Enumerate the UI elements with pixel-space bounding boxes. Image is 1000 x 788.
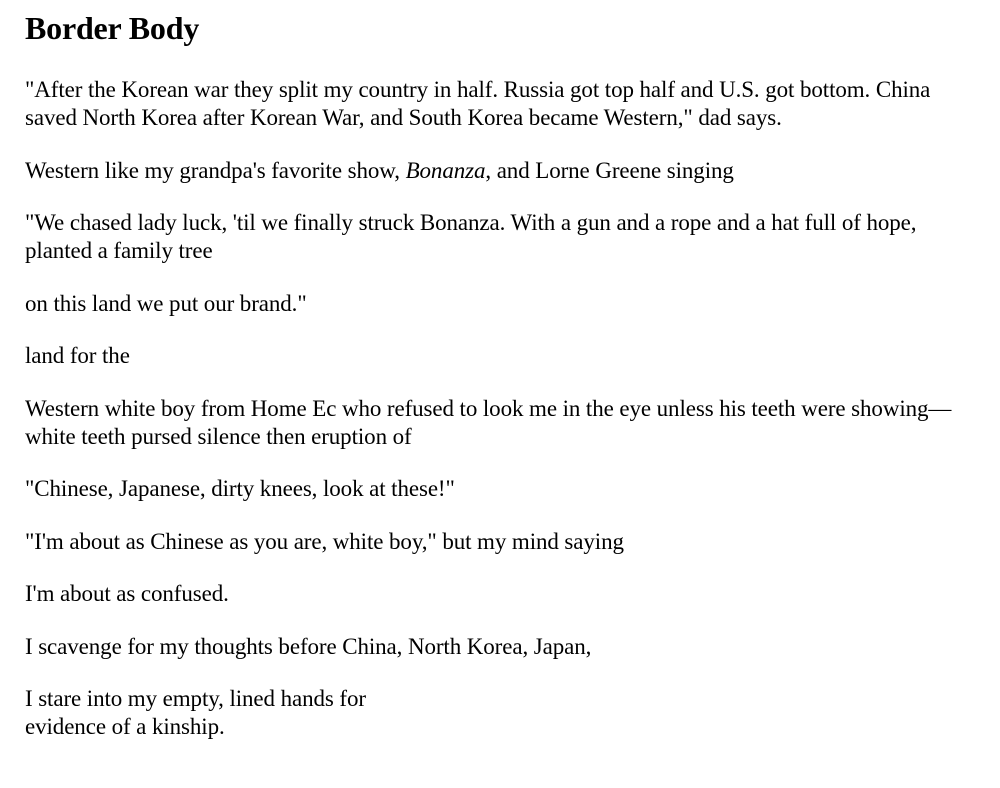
stanza-6: Western white boy from Home Ec who refused to look me in the eye unless his teeth were showing—white teeth pursed silence then eruption of bbox=[25, 395, 952, 449]
show-title-italic: Bonanza bbox=[405, 157, 486, 183]
stanza-11-line-1: I stare into my empty, lined hands for bbox=[25, 686, 366, 711]
stanza-2 bbox=[25, 157, 985, 185]
stanza-10: I scavenge for my thoughts before China, North Korea, Japan, bbox=[25, 633, 592, 659]
poem-body bbox=[25, 76, 985, 741]
stanza-2-text-before: Western like my grandpa's favorite show, bbox=[25, 157, 406, 183]
stanza-11-line-2: evidence of a kinship. bbox=[25, 714, 225, 739]
stanza-4: on this land we put our brand." bbox=[25, 290, 307, 316]
document-page bbox=[25, 0, 985, 741]
page-title: Border Body bbox=[25, 10, 200, 46]
stanza-2-text-after: , and Lorne Greene singing bbox=[485, 157, 734, 183]
stanza-1: "After the Korean war they split my country in half. Russia got top half and U.S. got bottom. China saved North Korea after Korean War, and South Korea became Western," dad says. bbox=[25, 77, 931, 130]
stanza-5: land for the bbox=[25, 343, 130, 368]
stanza-7: "Chinese, Japanese, dirty knees, look at these!" bbox=[25, 476, 455, 501]
stanza-11 bbox=[25, 685, 985, 741]
stanza-9: I'm about as confused. bbox=[25, 581, 229, 606]
stanza-8: "I'm about as Chinese as you are, white boy," but my mind saying bbox=[25, 528, 624, 554]
stanza-3: "We chased lady luck, 'til we finally struck Bonanza. With a gun and a rope and a hat full of hope, planted a family tree bbox=[25, 210, 917, 263]
